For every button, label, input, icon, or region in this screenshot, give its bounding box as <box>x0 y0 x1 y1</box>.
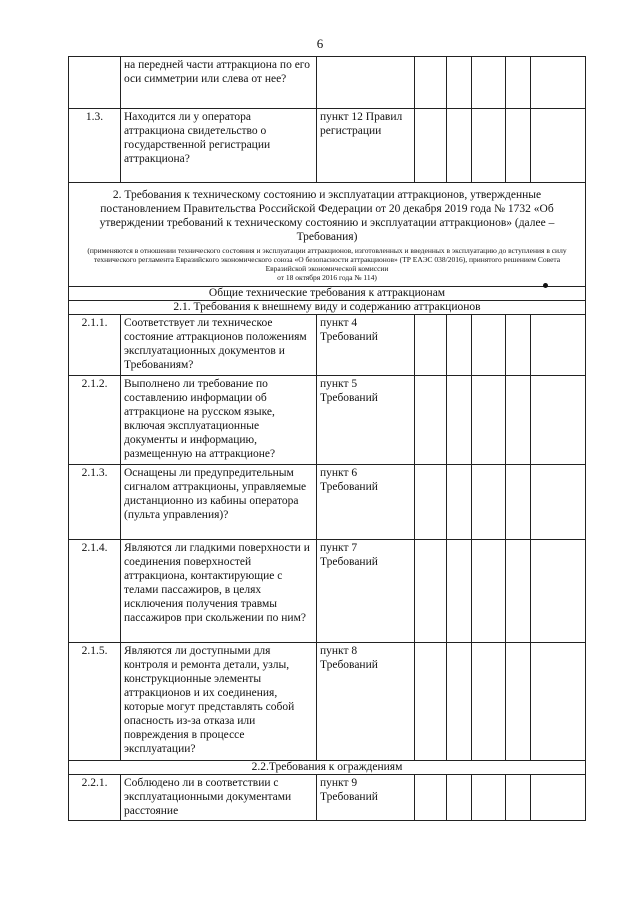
answer-cell <box>415 57 447 109</box>
answer-cell <box>472 540 506 643</box>
answer-cell <box>447 109 472 183</box>
row-number: 2.2.1. <box>69 775 121 821</box>
answer-cell <box>447 57 472 109</box>
row-question: Являются ли гладкими поверхности и соединения поверхностей аттракциона, контактирующие с телами пассажиров, в целях исключения получения травмы пассажиров при скольжении по ним? <box>121 540 317 643</box>
row-number <box>69 57 121 109</box>
answer-cell <box>506 465 531 540</box>
answer-cell <box>506 376 531 465</box>
row-reference: пункт 4 Требований <box>317 315 415 376</box>
section-note-date: от 18 октября 2016 года № 114) <box>277 272 377 282</box>
answer-cell <box>531 57 586 109</box>
answer-cell <box>415 775 447 821</box>
answer-cell <box>447 775 472 821</box>
answer-cell <box>447 376 472 465</box>
table-row <box>69 315 586 376</box>
row-number: 2.1.1. <box>69 315 121 376</box>
answer-cell <box>531 315 586 376</box>
checklist-table <box>68 56 586 821</box>
answer-cell <box>531 465 586 540</box>
answer-cell <box>472 643 506 761</box>
row-question: Являются ли доступными для контроля и ремонта детали, узлы, конструкционные элементы аттракционов и их соединения, которые могут представлять собой опасность из-за отказа или повреждения в процессе эксплуатации? <box>121 643 317 761</box>
table-row <box>69 643 586 761</box>
row-number: 2.1.4. <box>69 540 121 643</box>
table-row <box>69 540 586 643</box>
row-question: Соблюдено ли в соответствии с эксплуатационными документами расстояние <box>121 775 317 821</box>
answer-cell <box>447 465 472 540</box>
answer-cell <box>415 109 447 183</box>
section-note: (применяются в отношении технического состояния и эксплуатации аттракционов, изготовленных и введенных в эксплуатацию до вступления в силу технического регламента Евразийского экономического союза «О безопасности аттракционов» (ТР ЕАЭС 038/2016), принятого решением Совета Евразийской экономической комиссии <box>87 245 567 273</box>
table-row <box>69 775 586 821</box>
row-reference: пункт 5 Требований <box>317 376 415 465</box>
row-number: 1.3. <box>69 109 121 183</box>
answer-cell <box>472 465 506 540</box>
row-question: Оснащены ли предупредительным сигналом аттракционы, управляемые дистанционно из кабины оператора (пульта управления)? <box>121 465 317 540</box>
answer-cell <box>472 57 506 109</box>
answer-cell <box>506 57 531 109</box>
answer-cell <box>531 376 586 465</box>
page-number: 6 <box>316 36 324 51</box>
row-number: 2.1.5. <box>69 643 121 761</box>
answer-cell <box>531 643 586 761</box>
table-row <box>69 57 586 109</box>
answer-cell <box>415 376 447 465</box>
table-row <box>69 376 586 465</box>
answer-cell <box>447 540 472 643</box>
row-question: Соответствует ли техническое состояние аттракционов положениям эксплуатационных документов и Требованиям? <box>121 315 317 376</box>
answer-cell <box>472 315 506 376</box>
answer-cell <box>506 775 531 821</box>
general-requirements-heading: Общие технические требования к аттракционам <box>69 287 586 301</box>
row-reference: пункт 12 Правил регистрации <box>317 109 415 183</box>
answer-cell <box>472 775 506 821</box>
answer-cell <box>415 465 447 540</box>
answer-cell <box>472 109 506 183</box>
section-2-header <box>69 183 586 287</box>
row-number: 2.1.2. <box>69 376 121 465</box>
answer-cell <box>415 643 447 761</box>
answer-cell <box>506 643 531 761</box>
row-reference: пункт 6 Требований <box>317 465 415 540</box>
row-question: Находится ли у оператора аттракциона свидетельство о государственной регистрации аттракциона? <box>121 109 317 183</box>
table-row <box>69 465 586 540</box>
subsection-2-1-heading: 2.1. Требования к внешнему виду и содержанию аттракционов <box>69 301 586 315</box>
answer-cell <box>415 540 447 643</box>
answer-cell <box>531 775 586 821</box>
answer-cell <box>506 109 531 183</box>
row-reference: пункт 7 Требований <box>317 540 415 643</box>
row-reference: пункт 8 Требований <box>317 643 415 761</box>
ink-dot-mark <box>543 283 548 288</box>
answer-cell <box>531 109 586 183</box>
section-title: 2. Требования к техническому состоянию и эксплуатации аттракционов, утвержденные постановлением Правительства Российской Федерации от 20 декабря 2019 года № 1732 «Об утверждении требований к техническому состоянию и эксплуатации аттракционов» (далее – Требования) <box>99 188 555 243</box>
subsection-2-2-heading: 2.2.Требования к ограждениям <box>69 761 586 775</box>
answer-cell <box>447 315 472 376</box>
answer-cell <box>506 540 531 643</box>
table-row <box>69 109 586 183</box>
row-question: Выполнено ли требование по составлению информации об аттракционе на русском языке, включая эксплуатационные документы и информацию, размещенную на аттракционе? <box>121 376 317 465</box>
row-question: на передней части аттракциона по его оси симметрии или слева от нее? <box>121 57 317 109</box>
answer-cell <box>506 315 531 376</box>
answer-cell <box>447 643 472 761</box>
answer-cell <box>472 376 506 465</box>
answer-cell <box>415 315 447 376</box>
row-reference <box>317 57 415 109</box>
row-reference: пункт 9 Требований <box>317 775 415 821</box>
answer-cell <box>531 540 586 643</box>
row-number: 2.1.3. <box>69 465 121 540</box>
